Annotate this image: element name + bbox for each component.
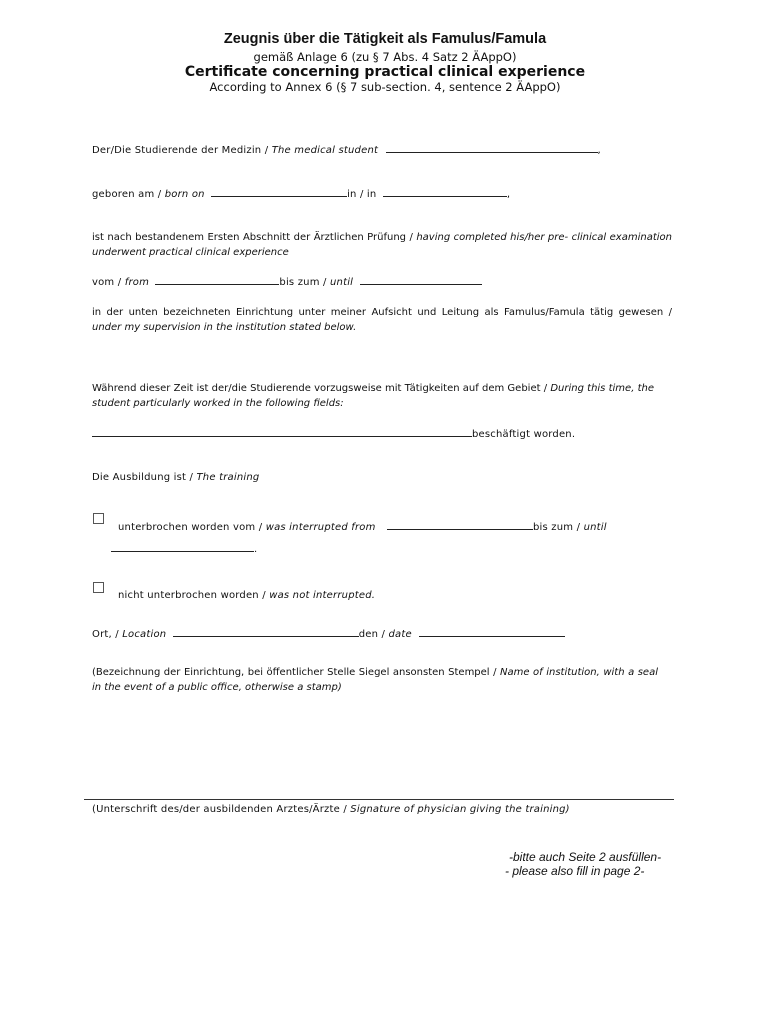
period-from-label-de: vom / [92, 277, 122, 288]
birth-date-field[interactable] [211, 187, 347, 197]
interrupted-until-row: . [111, 542, 257, 555]
title-en: Certificate concerning practical clinical experience [184, 64, 586, 80]
supervision-text-de: in der unten bezeichneten Einrichtung unter meiner Aufsicht und Leitung als Famulus/Famula tätig gewesen / [92, 307, 672, 318]
institution-text-de: (Bezeichnung der Einrichtung, bei öffentlicher Stelle Siegel ansonsten Stempel / [92, 667, 497, 678]
location-date-label-en: date [388, 629, 412, 640]
period-from-field[interactable] [155, 275, 279, 285]
fields-text-de: Während dieser Zeit ist der/die Studierende vorzugsweise mit Tätigkeiten auf dem Gebiet / [92, 383, 548, 394]
fields-suffix: beschäftigt worden. [472, 429, 576, 440]
interrupted-checkbox[interactable] [93, 513, 104, 524]
signature-label-de: (Unterschrift des/der ausbildenden Arztes/Ärzte / [92, 804, 347, 815]
student-name-field[interactable] [386, 143, 598, 153]
exam-text-en: having completed his/her pre- clinical examination underwent practical clinical experience [92, 232, 672, 258]
supervision-text-en: under my supervision in the institution stated below. [92, 322, 357, 333]
not-interrupted-row [118, 590, 375, 601]
fields-row [92, 427, 575, 440]
interrupted-from-field[interactable] [387, 520, 533, 530]
signature-row [92, 804, 570, 815]
period-row [92, 275, 482, 288]
location-row [92, 627, 565, 640]
interrupted-label-en: was interrupted from [265, 522, 376, 533]
institution-text-en: Name of institution, with a seal in the event of a public office, otherwise a stamp) [92, 667, 658, 693]
student-row: Der/Die Studierende der Medizin / The medical student , [92, 145, 601, 156]
location-date-field[interactable] [419, 627, 565, 637]
title-de: Zeugnis über die Tätigkeit als Famulus/Famula [223, 31, 547, 47]
exam-text-de: ist nach bestandenem Ersten Abschnitt der Ärztlichen Prüfung / [92, 232, 413, 243]
footer-line-en: - please also fill in page 2- [505, 864, 645, 878]
birth-label-en: born on [164, 189, 205, 200]
subtitle-de: gemäß Anlage 6 (zu § 7 Abs. 4 Satz 2 ÄAppO) [253, 50, 517, 64]
interrupted-label-de: unterbrochen worden vom / [118, 522, 263, 533]
birth-label-de: geboren am / [92, 189, 162, 200]
not-interrupted-label-en: was not interrupted. [269, 590, 376, 601]
exam-paragraph [92, 230, 672, 260]
fields-value-field[interactable] [92, 427, 472, 437]
location-date-label-de: den / [358, 629, 386, 640]
period-until-label-de: bis zum / [279, 277, 327, 288]
fields-text-en: During this time, the student particularly worked in the following fields: [92, 383, 654, 409]
birth-place-label: in / in [347, 189, 377, 200]
location-label-en: Location [122, 629, 167, 640]
training-label-en: The training [196, 472, 260, 483]
not-interrupted-label-de: nicht unterbrochen worden / [118, 590, 266, 601]
institution-paragraph [92, 665, 658, 695]
location-label-de: Ort, / [92, 629, 119, 640]
signature-label-en: Signature of physician giving the training) [350, 804, 570, 815]
footer-line-de: -bitte auch Seite 2 ausfüllen- [509, 850, 662, 864]
period-until-field[interactable] [360, 275, 482, 285]
supervision-paragraph [92, 305, 672, 335]
period-from-label-en: from [124, 277, 150, 288]
training-label-de: Die Ausbildung ist / [92, 472, 194, 483]
student-label-de: Der/Die Studierende der Medizin / [92, 145, 269, 156]
not-interrupted-checkbox[interactable] [93, 582, 104, 593]
location-field[interactable] [173, 627, 359, 637]
subtitle-en: According to Annex 6 (§ 7 sub-section. 4, sentence 2 ÄAppO) [209, 80, 561, 94]
interrupted-row [118, 520, 607, 533]
student-label-en: The medical student [271, 145, 379, 156]
birth-place-field[interactable] [383, 187, 507, 197]
birth-row: geboren am / born on in / in , [92, 189, 511, 200]
period-until-label-en: until [330, 277, 354, 288]
interrupted-until-label-de: bis zum / [532, 522, 581, 533]
fields-paragraph [92, 381, 654, 411]
interrupted-until-label-en: until [583, 522, 607, 533]
interrupted-until-field[interactable] [111, 542, 254, 552]
signature-line[interactable] [84, 799, 674, 800]
training-row [92, 472, 259, 483]
